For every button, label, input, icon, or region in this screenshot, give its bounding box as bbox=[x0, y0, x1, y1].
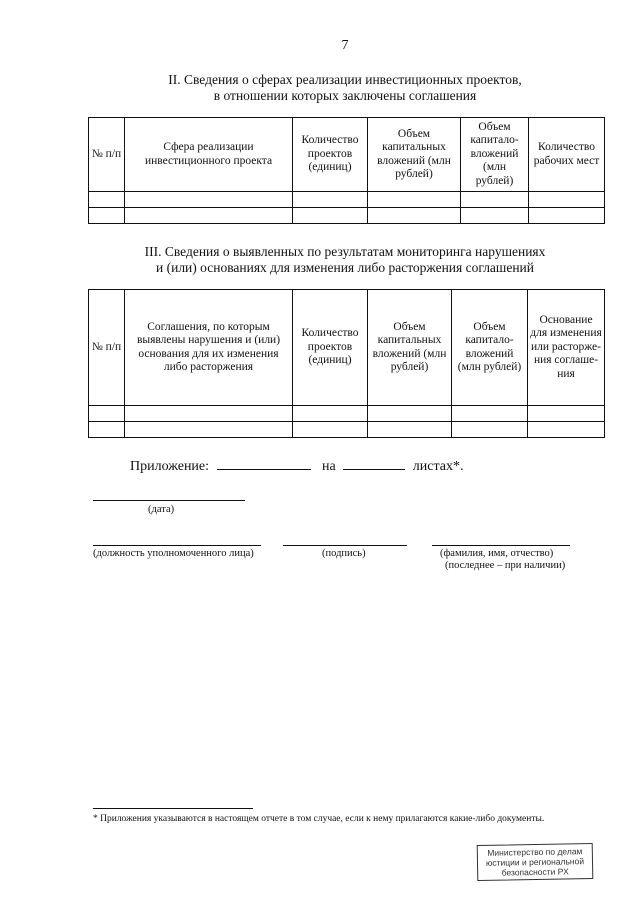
table-cell bbox=[461, 192, 529, 208]
name-caption-line2: (последнее – при наличии) bbox=[445, 560, 566, 571]
table-cell bbox=[89, 192, 125, 208]
column-header: Сфера реализации инвестиционного проекта bbox=[125, 118, 293, 192]
position-caption: (должность уполномоченного лица) bbox=[93, 548, 254, 559]
table-cell bbox=[529, 192, 605, 208]
stamp-line3: безопасности РХ bbox=[501, 866, 569, 878]
column-header: Количество проектов (единиц) bbox=[293, 290, 368, 406]
table-cell bbox=[452, 406, 528, 422]
appendix-sheets-blank bbox=[343, 455, 405, 470]
table-cell bbox=[89, 208, 125, 224]
section3-heading bbox=[90, 244, 600, 276]
table-cell bbox=[528, 422, 605, 438]
column-header: Количество рабочих мест bbox=[529, 118, 605, 192]
table-cell bbox=[125, 192, 293, 208]
table-header-row bbox=[89, 290, 605, 406]
registration-stamp bbox=[477, 843, 594, 881]
column-header: Объем капитальных вложений (млн рублей) bbox=[368, 118, 461, 192]
table-cell bbox=[293, 406, 368, 422]
section2-heading-line2: в отношении которых заключены соглашения bbox=[213, 88, 477, 103]
table-row bbox=[89, 192, 605, 208]
appendix-items-blank bbox=[217, 455, 311, 470]
section2-heading bbox=[90, 72, 600, 104]
table-row bbox=[89, 422, 605, 438]
signature-caption: (подпись) bbox=[322, 548, 366, 559]
column-header: № п/п bbox=[89, 118, 125, 192]
table-cell bbox=[89, 406, 125, 422]
section3-table bbox=[88, 289, 605, 438]
column-header: Объем капитало-вложений (млн рублей) bbox=[452, 290, 528, 406]
section2-table bbox=[88, 117, 605, 224]
table-cell bbox=[293, 208, 368, 224]
table-cell bbox=[368, 192, 461, 208]
section2-heading-line1: II. Сведения о сферах реализации инвестиционных проектов, bbox=[168, 72, 522, 87]
table-cell bbox=[368, 208, 461, 224]
table-cell bbox=[368, 406, 452, 422]
appendix-line bbox=[130, 455, 463, 475]
appendix-on: на bbox=[322, 459, 336, 474]
column-header: № п/п bbox=[89, 290, 125, 406]
table-row bbox=[89, 208, 605, 224]
table-row bbox=[89, 406, 605, 422]
table-cell bbox=[125, 422, 293, 438]
table-cell bbox=[125, 406, 293, 422]
footnote: * Приложения указываются в настоящем отчете в том случае, если к нему прилагаются какие-либо документы. bbox=[93, 814, 545, 824]
stamp-line2: юстиции и региональной bbox=[485, 856, 585, 868]
page-number: 7 bbox=[341, 38, 349, 53]
full-name-line bbox=[432, 545, 570, 546]
column-header: Количество проектов (единиц) bbox=[293, 118, 368, 192]
stamp-line1: Министерство по делам bbox=[487, 846, 583, 858]
table-header-row bbox=[89, 118, 605, 192]
section3-heading-line2: и (или) основаниях для изменения либо расторжения соглашений bbox=[156, 260, 534, 275]
table-cell bbox=[368, 422, 452, 438]
table-cell bbox=[529, 208, 605, 224]
column-header: Объем капитало-вложений (млн рублей) bbox=[461, 118, 529, 192]
column-header: Основание для изменения или расторже-ния соглаше-ния bbox=[528, 290, 605, 406]
signature-line bbox=[283, 545, 407, 546]
footnote-separator bbox=[93, 808, 253, 809]
name-caption-line1: (фамилия, имя, отчество) bbox=[440, 548, 554, 559]
date-line bbox=[93, 500, 245, 501]
table-cell bbox=[528, 406, 605, 422]
appendix-label: Приложение: bbox=[130, 459, 210, 474]
table-cell bbox=[452, 422, 528, 438]
section3-heading-line1: III. Сведения о выявленных по результатам мониторинга нарушениях bbox=[144, 244, 546, 259]
table-cell bbox=[293, 192, 368, 208]
column-header: Соглашения, по которым выявлены нарушения и (или) основания для их изменения либо расторжения bbox=[125, 290, 293, 406]
table-cell bbox=[125, 208, 293, 224]
date-caption: (дата) bbox=[148, 504, 175, 515]
position-line bbox=[93, 545, 261, 546]
table-cell bbox=[461, 208, 529, 224]
table-cell bbox=[89, 422, 125, 438]
table-cell bbox=[293, 422, 368, 438]
appendix-sheets: листах*. bbox=[412, 459, 464, 474]
column-header: Объем капитальных вложений (млн рублей) bbox=[368, 290, 452, 406]
